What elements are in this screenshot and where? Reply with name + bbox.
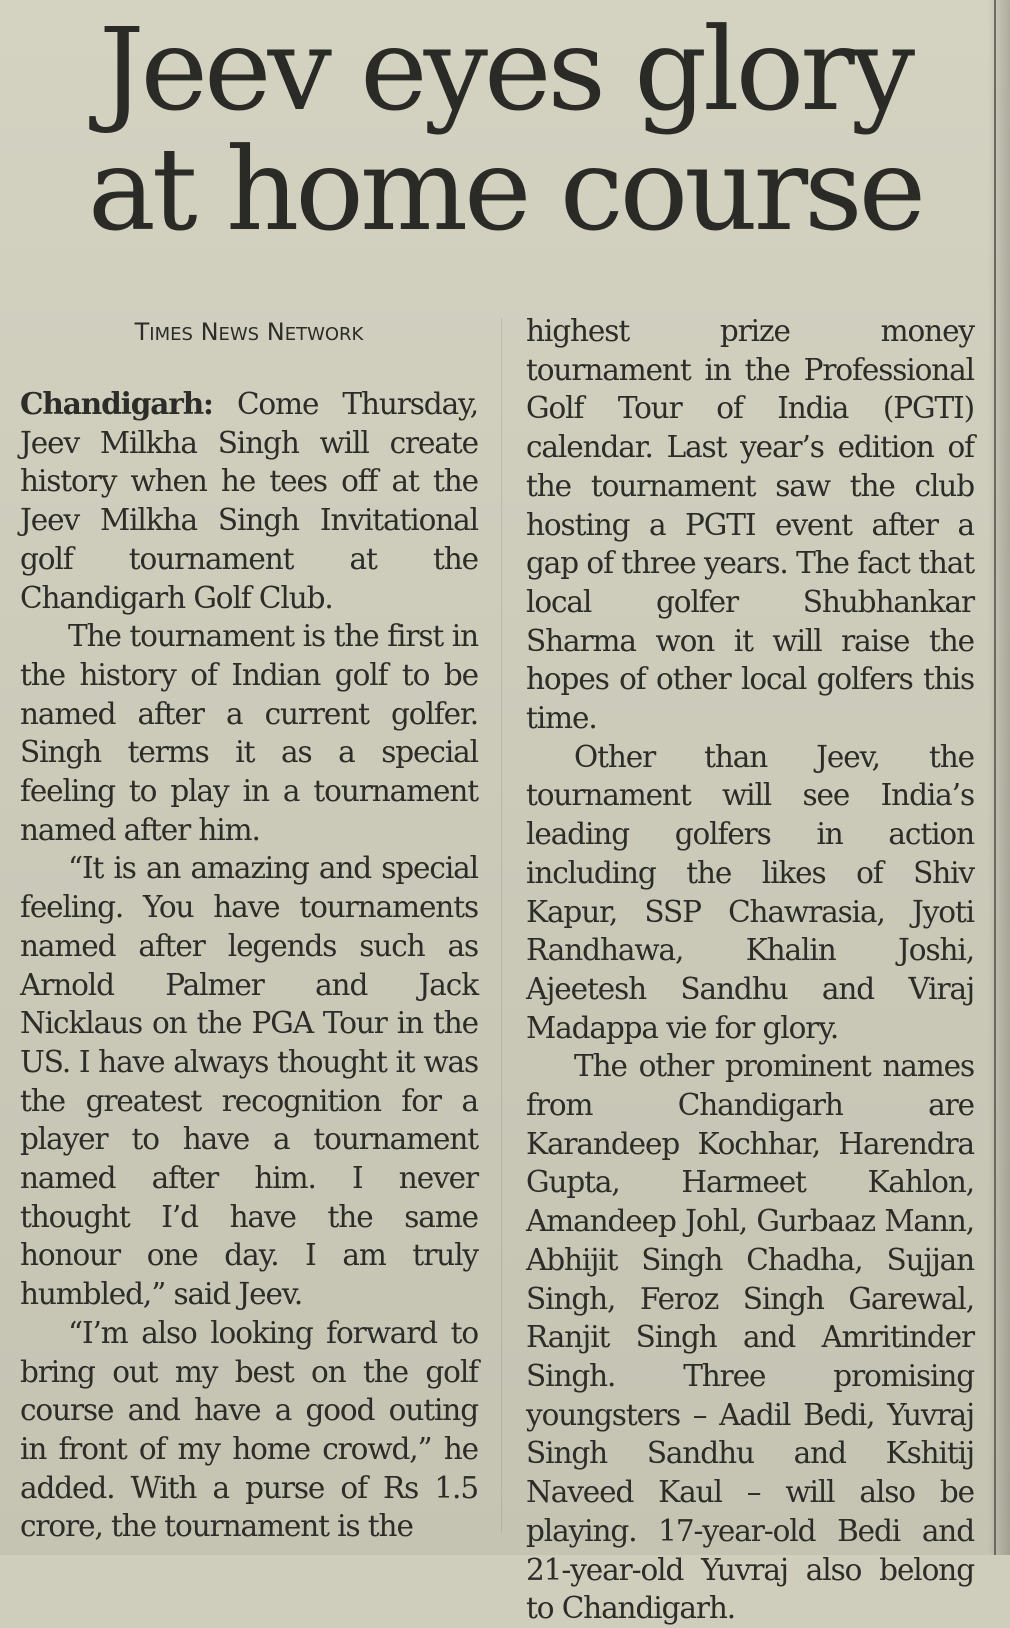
article-column-left <box>20 312 478 1546</box>
paragraph-4: “I’m also looking forward to bring out my best on the golf course and have a good outing in front of my home crowd,” he added. With a purse of Rs 1.5 crore, the tournament is the <box>20 1315 478 1544</box>
page-edge-shadow <box>988 0 1010 1555</box>
paragraph-2: The tournament is the first in the history of Indian golf to be named after a current golfer. Singh terms it as a special feeling to play in a tournament named after him. <box>20 619 478 847</box>
paragraph-7: The other prominent names from Chandigarh are Karandeep Kochhar, Harendra Gupta, Harmeet Kahlon, Amandeep Johl, Gurbaaz Mann, Abhijit Singh Chadha, Sujjan Singh, Feroz Singh Garewal, Ranjit Singh and Amritinder Singh. Three promising youngsters – Aadil Bedi, Yuvraj Singh Sandhu and Kshitij Naveed Kaul – will also be playing. 17-year-old Bedi and 21-year-old Yuvraj also belong to Chandigarh. <box>526 1049 974 1626</box>
byline: TIMES NEWS NETWORK <box>134 318 364 346</box>
article-column-right <box>526 312 974 1628</box>
headline: Jeev eyes glory at home course <box>87 3 923 256</box>
paragraph-1: Chandigarh: Come Thursday, Jeev Milkha Singh will create history when he tees off at the Jeev Milkha Singh Invitational golf tournament at the Chandigarh Golf Club. <box>20 386 478 615</box>
paragraph-3: “It is an amazing and special feeling. You have tournaments named after legends such as Arnold Palmer and Jack Nicklaus on the PGA Tour in the US. I have always thought it was the greatest recognition for a player to have a tournament named after him. I never thought I’d have the same honour one day. I am truly humbled,” said Jeev. <box>20 851 478 1312</box>
paragraph-6: Other than Jeev, the tournament will see India’s leading golfers in action including the likes of Shiv Kapur, SSP Chawrasia, Jyoti Randhawa, Khalin Joshi, Ajeetesh Sandhu and Viraj Madappa vie for glory. <box>526 739 974 1045</box>
paragraph-5: highest prize money tournament in the Professional Golf Tour of India (PGTI) calendar. Last year’s edition of the tournament saw the club hosting a PGTI event after a gap of three years. The fact that local golfer Shubhankar Sharma won it will raise the hopes of other local golfers this time. <box>526 314 974 736</box>
dateline: Chandigarh: <box>20 386 213 421</box>
column-gutter <box>501 318 502 1533</box>
page-edge-line <box>994 0 996 1555</box>
